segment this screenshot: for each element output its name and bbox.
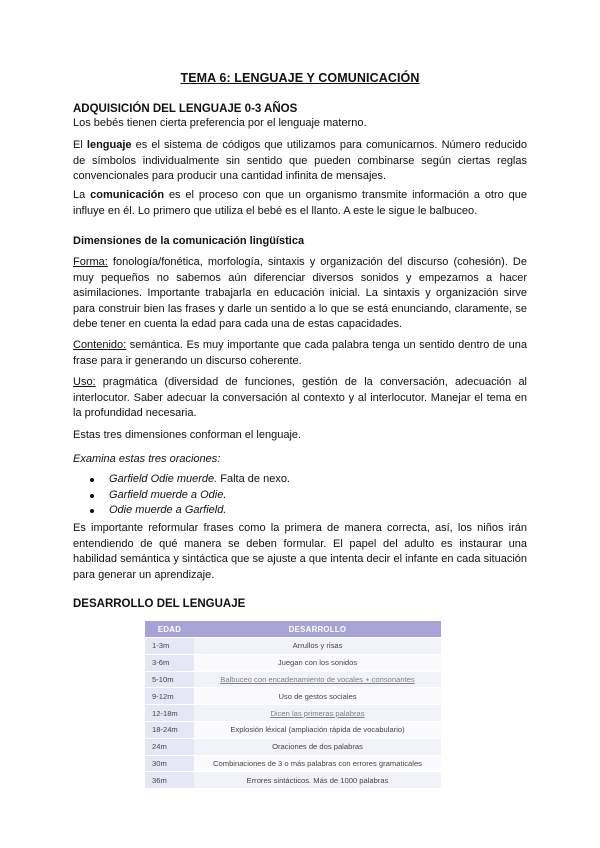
age-cell: 5-10m bbox=[145, 671, 194, 688]
development-table bbox=[145, 621, 441, 788]
text: pragmática (diversidad de funciones, gestión de la conversación, adecuación al interlocutor. Saber adecuar la conversación al contexto y al interlocutor. Manejar el tema en la profundidad necesaria. bbox=[73, 376, 527, 420]
text: es el proceso con que un organismo transmite información a otro que influye en él. Lo primero que utiliza el bebé es el llanto. A este le sigue le balbuceo. bbox=[73, 189, 527, 217]
text: Odie muerde a Garfield. bbox=[109, 504, 227, 517]
paragraph-closing: Es importante reformular frases como la primera de manera correcta, así, los niños irán entendiendo de qué manera se deben formular. El papel del adulto es instaurar una habilidad semántica y sintáctica que se ajuste a que intenta decir el infante en cada situación para generar un aprendizaje. bbox=[73, 522, 527, 581]
text: es el sistema de códigos que utilizamos para comunicarnos. Número reducido de símbolos individualmente sin sentido que pueden combinarse según ciertas reglas convencionales para producir una cantidad infinita de mensajes. bbox=[73, 139, 527, 183]
age-cell: 24m bbox=[145, 738, 194, 755]
age-cell: 18-24m bbox=[145, 721, 194, 738]
table-row bbox=[145, 772, 441, 788]
text: Falta de nexo. bbox=[217, 473, 290, 485]
document-title: TEMA 6: LENGUAJE Y COMUNICACIÓN bbox=[180, 71, 420, 85]
paragraph-contenido bbox=[73, 338, 527, 369]
table-row bbox=[145, 721, 441, 738]
label-forma: Forma: bbox=[73, 256, 108, 268]
development-cell: Combinaciones de 3 o más palabras con errores gramaticales bbox=[194, 755, 441, 772]
age-cell: 1-3m bbox=[145, 638, 194, 655]
term-comunicacion: comunicación bbox=[90, 189, 165, 201]
header-edad: EDAD bbox=[145, 621, 194, 638]
development-cell: Juegan con los sonidos bbox=[194, 654, 441, 671]
age-cell: 36m bbox=[145, 772, 194, 788]
list-item bbox=[73, 503, 527, 519]
table-row bbox=[145, 738, 441, 755]
section-heading-dimensiones: Dimensiones de la comunicación lingüística bbox=[73, 235, 305, 247]
table-row bbox=[145, 671, 441, 688]
development-cell: Errores sintácticos. Más de 1000 palabras bbox=[194, 772, 441, 788]
development-cell: Arrullos y risas bbox=[194, 638, 441, 655]
paragraph-preferencia: Los bebés tienen cierta preferencia por el lenguaje materno. bbox=[73, 117, 367, 129]
list-item bbox=[73, 472, 527, 488]
text: La bbox=[73, 189, 91, 201]
paragraph-lenguaje bbox=[73, 138, 527, 185]
term-lenguaje: lenguaje bbox=[86, 139, 132, 151]
age-cell: 12-18m bbox=[145, 705, 194, 722]
text: El bbox=[73, 139, 87, 151]
development-cell[interactable]: Dicen las primeras palabras bbox=[194, 705, 441, 722]
development-cell: Uso de gestos sociales bbox=[194, 688, 441, 705]
examine-prompt: Examina estas tres oraciones: bbox=[73, 453, 221, 465]
example-list bbox=[73, 472, 527, 519]
section-heading-adquisicion: ADQUISICIÓN DEL LENGUAJE 0-3 AÑOS bbox=[73, 103, 298, 115]
table-row bbox=[145, 654, 441, 671]
text: Garfield muerde a Odie. bbox=[109, 488, 227, 501]
table-row bbox=[145, 688, 441, 705]
label-uso: Uso: bbox=[73, 376, 96, 388]
age-cell: 30m bbox=[145, 755, 194, 772]
age-cell: 9-12m bbox=[145, 688, 194, 705]
header-desarrollo: DESARROLLO bbox=[194, 621, 441, 638]
age-cell: 3-6m bbox=[145, 654, 194, 671]
text: fonología/fonética, morfología, sintaxis y organización del discurso (cohesión). De muy pequeños no sabemos aún diferenciar diversos sonidos y empezamos a hacer asimilaciones. Importante trabajarla en educación inicial. La sintaxis y organización sirve para construir bien las frases y darle un sentido a lo que se está enunciando, claramente, se debe tener en cuenta la edad para cada una de estas capacidades. bbox=[73, 256, 527, 331]
table-row bbox=[145, 638, 441, 655]
label-contenido: Contenido: bbox=[73, 339, 127, 351]
development-cell[interactable]: Balbuceo con encadenamiento de vocales + consonantes bbox=[194, 671, 441, 688]
paragraph-forma bbox=[73, 255, 527, 333]
table-header-row bbox=[145, 621, 441, 638]
text: Garfield Odie muerde. bbox=[109, 473, 218, 485]
paragraph-uso bbox=[73, 375, 527, 422]
table-row bbox=[145, 755, 441, 772]
section-heading-desarrollo: DESARROLLO DEL LENGUAJE bbox=[73, 598, 246, 610]
development-cell: Oraciones de dos palabras bbox=[194, 738, 441, 755]
paragraph-summary: Estas tres dimensiones conforman el lenguaje. bbox=[73, 429, 302, 441]
text: semántica. Es muy importante que cada palabra tenga un sentido dentro de una frase para ir generando un discurso coherente. bbox=[73, 339, 527, 367]
list-item bbox=[73, 488, 527, 504]
development-cell: Explosión léxical (ampliación rápida de vocabulario) bbox=[194, 721, 441, 738]
table-row bbox=[145, 705, 441, 722]
paragraph-comunicacion bbox=[73, 188, 527, 219]
